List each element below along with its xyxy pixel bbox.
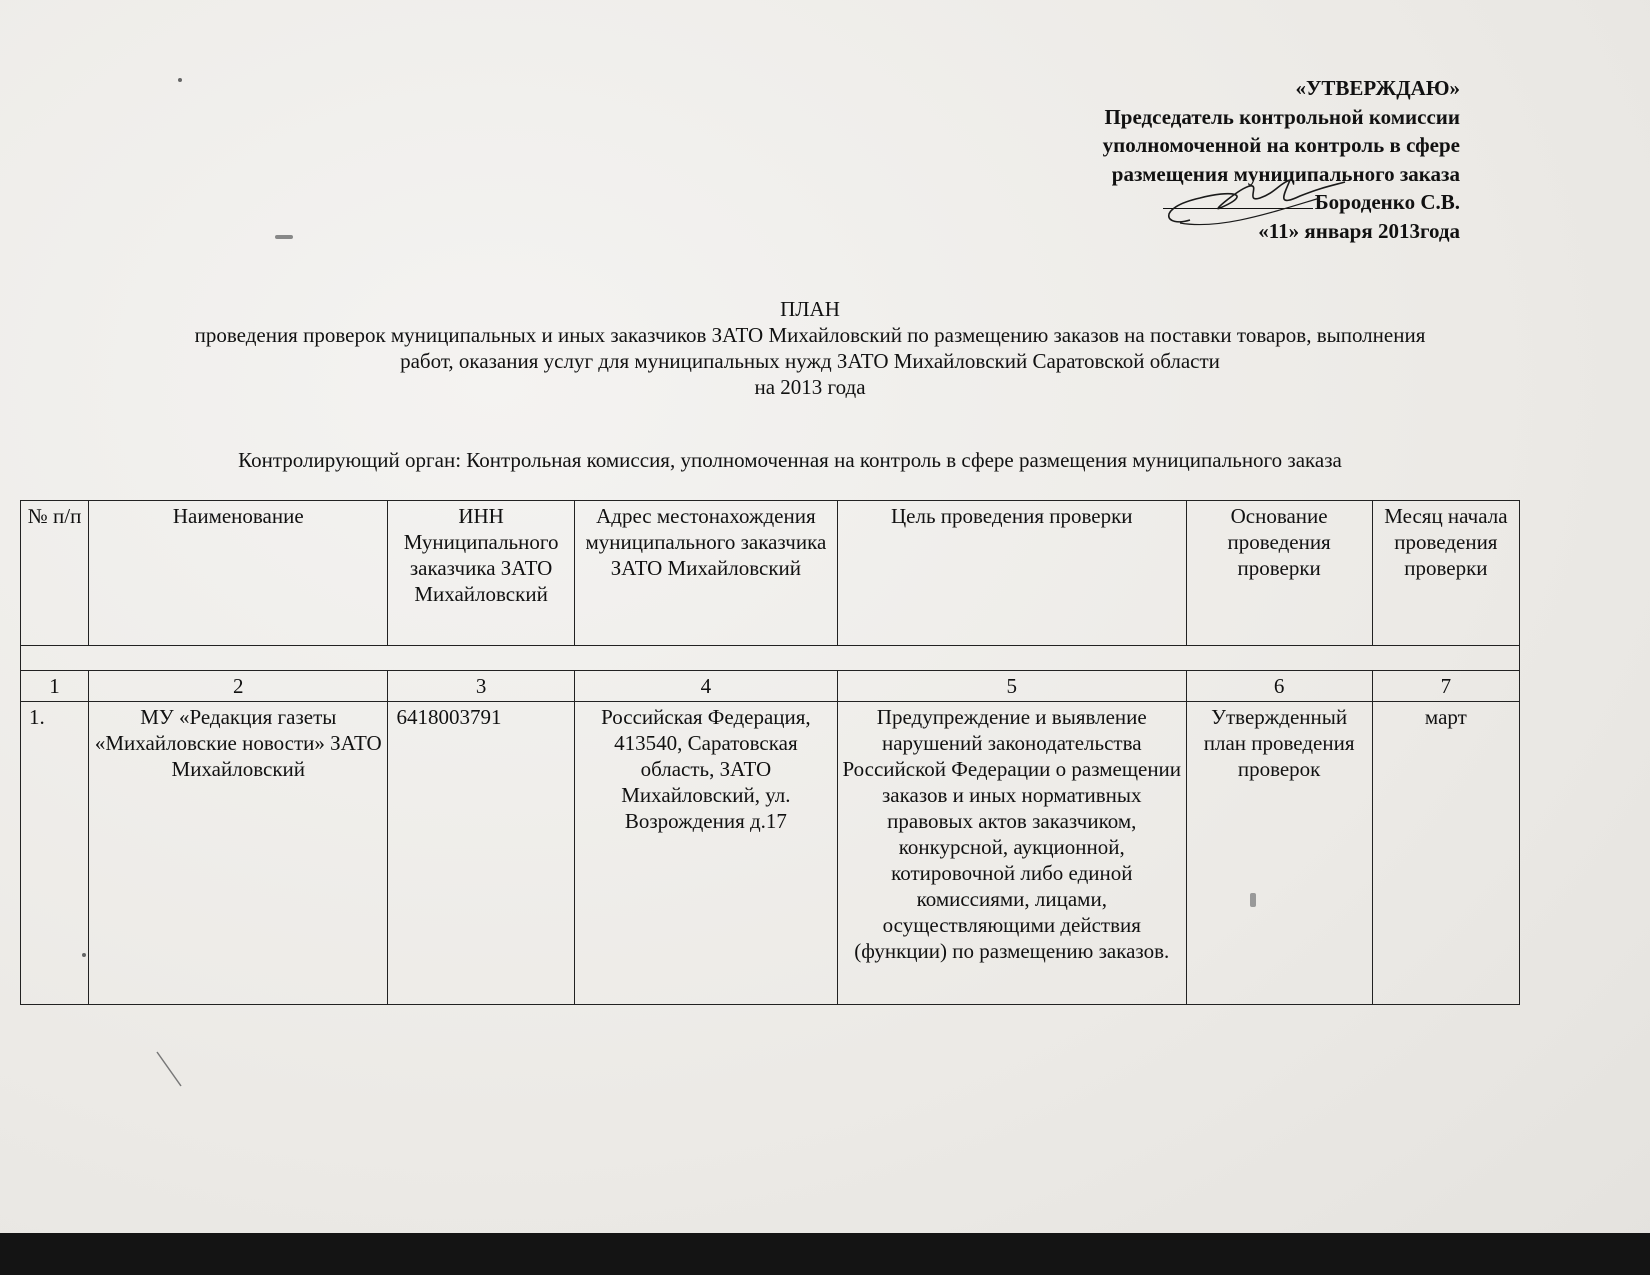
table-header-row — [21, 501, 1520, 646]
column-numbers-row — [21, 671, 1520, 702]
approval-stamp: «УТВЕРЖДАЮ» — [1295, 76, 1460, 100]
approval-date: «11» января 2013года — [1258, 218, 1460, 243]
approval-signer: Бороденко С.В. — [1314, 190, 1460, 214]
column-number: 3 — [388, 671, 574, 702]
row-goal: Предупреждение и выявление нарушений законодательства Российской Федерации о размещении заказов и иных нормативных правовых актов заказчиком, конкурсной, аукционной, котировочной либо единой комиссиями, лицами, осуществляющими действия (функции) по размещению заказов. — [838, 702, 1186, 1005]
scan-mark — [155, 1050, 185, 1090]
column-number: 6 — [1186, 671, 1372, 702]
header-month: Месяц начала проведения проверки — [1372, 501, 1519, 646]
table-row — [21, 702, 1520, 1005]
scan-speck — [275, 235, 293, 239]
spacer-cell — [21, 646, 1520, 671]
document-title-line1: проведения проверок муниципальных и иных заказчиков ЗАТО Михайловский по размещению заказов на поставки товаров, выполнения — [194, 323, 1426, 347]
document-heading: ПЛАН — [780, 297, 840, 321]
column-number: 2 — [89, 671, 388, 702]
row-number: 1. — [21, 702, 89, 1005]
header-goal: Цель проведения проверки — [838, 501, 1186, 646]
column-number: 7 — [1372, 671, 1519, 702]
approval-position-line1: Председатель контрольной комиссии — [1104, 104, 1460, 129]
document-title-line3: на 2013 года — [754, 375, 866, 399]
controlling-body: Контролирующий орган: Контрольная комиссия, уполномоченная на контроль в сфере размещения муниципального заказа — [238, 448, 1342, 472]
handwritten-signature — [1160, 168, 1360, 238]
row-name: МУ «Редакция газеты «Михайловские новости» ЗАТО Михайловский — [89, 702, 388, 1005]
document-title-block — [30, 296, 1590, 400]
header-number: № п/п — [21, 501, 89, 646]
scan-speck — [82, 953, 86, 957]
scan-bottom-edge — [0, 1233, 1650, 1275]
column-number: 5 — [838, 671, 1186, 702]
header-inn: ИНН Муниципального заказчика ЗАТО Михайловский — [388, 501, 574, 646]
approval-position-line3: размещения муниципального заказа — [1111, 161, 1460, 186]
inspection-plan-table — [20, 500, 1520, 1005]
column-number: 1 — [21, 671, 89, 702]
row-address: Российская Федерация, 413540, Саратовская область, ЗАТО Михайловский, ул. Возрождения д.17 — [574, 702, 837, 1005]
header-name: Наименование — [89, 501, 388, 646]
scan-speck — [178, 78, 182, 82]
row-month: март — [1372, 702, 1519, 1005]
table-spacer-row — [21, 646, 1520, 671]
header-address: Адрес местонахождения муниципального заказчика ЗАТО Михайловский — [574, 501, 837, 646]
document-title-line2: работ, оказания услуг для муниципальных нужд ЗАТО Михайловский Саратовской области — [400, 349, 1220, 373]
row-inn: 6418003791 — [388, 702, 574, 1005]
header-basis: Основание проведения проверки — [1186, 501, 1372, 646]
row-basis: Утвержденный план проведения проверок — [1186, 702, 1372, 1005]
approval-position-line2: уполномоченной на контроль в сфере — [1102, 133, 1460, 157]
scan-speck — [1250, 893, 1256, 907]
column-number: 4 — [574, 671, 837, 702]
